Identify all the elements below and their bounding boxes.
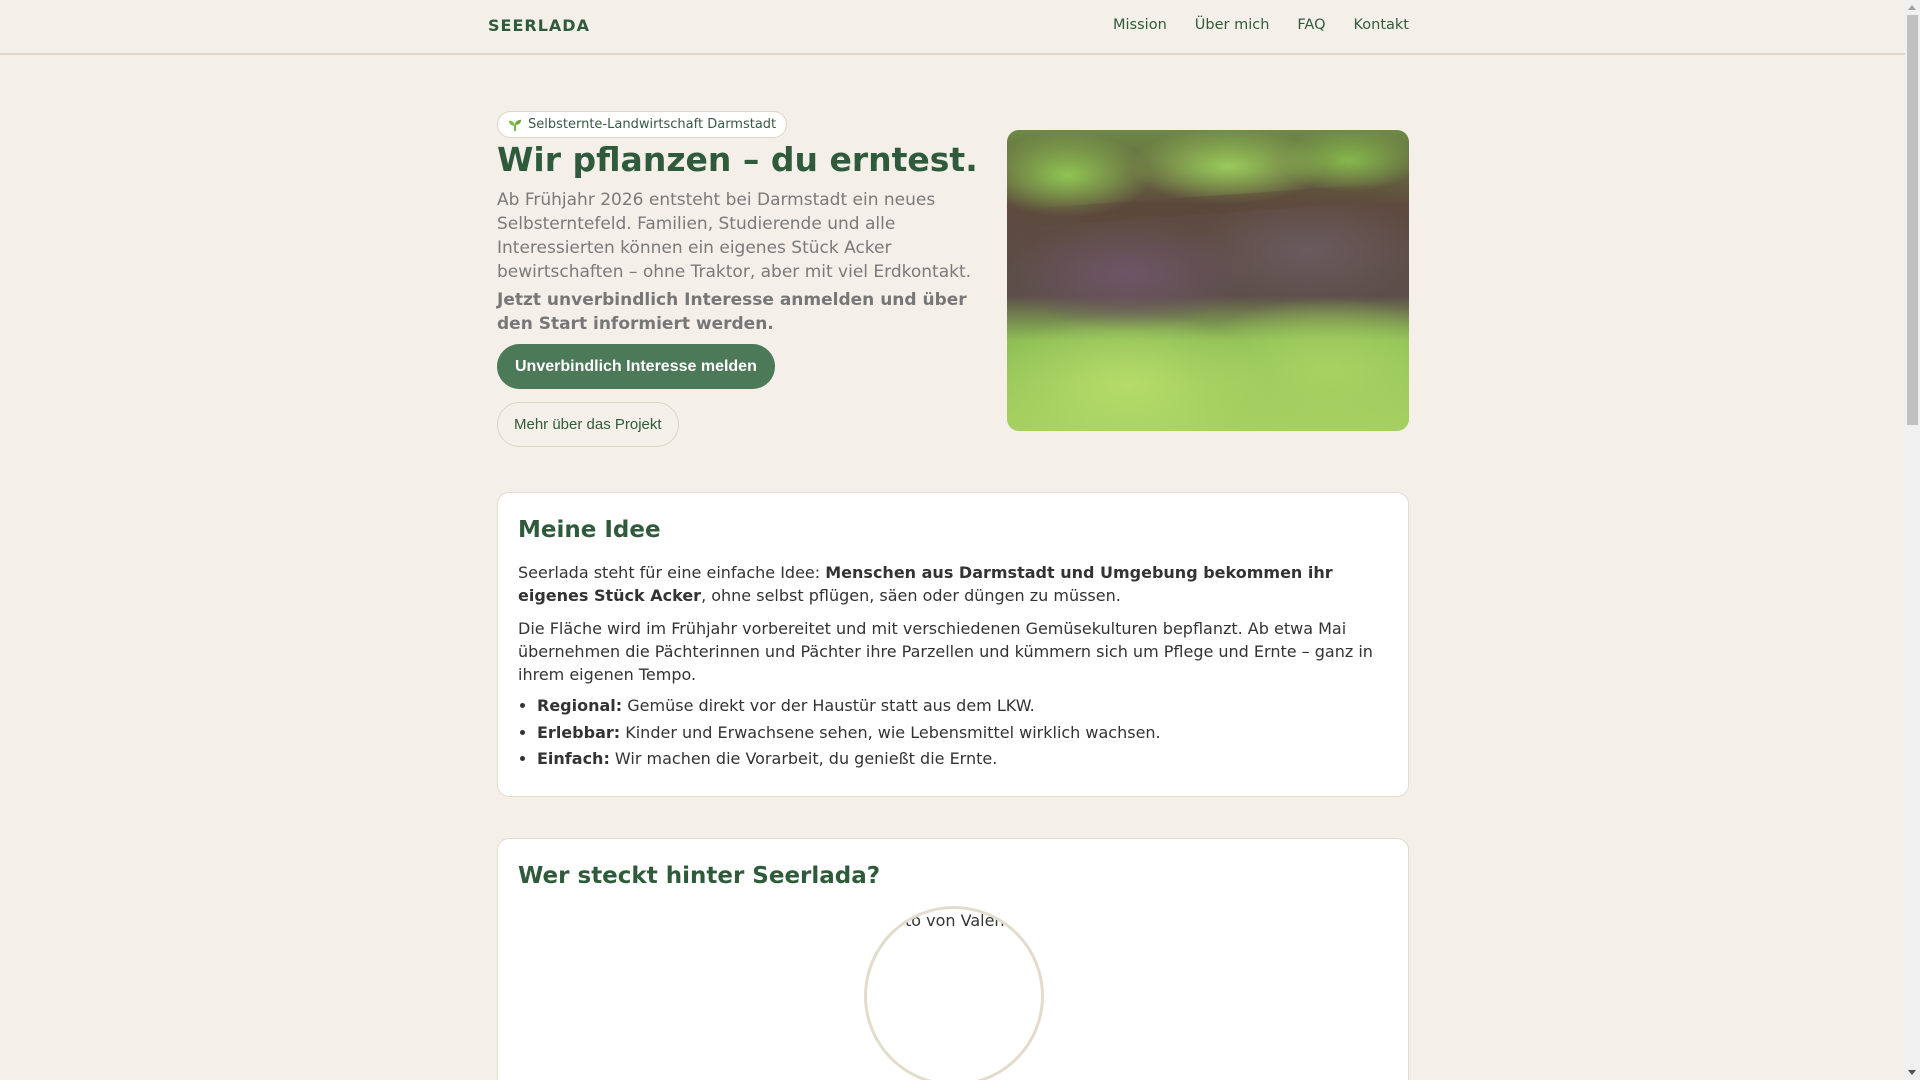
page-scrollbar[interactable]: [1905, 0, 1920, 1080]
nav-link-ueber-mich[interactable]: Über mich: [1194, 17, 1270, 33]
main-nav: [1113, 17, 1409, 33]
idea-heading: Meine Idee: [518, 517, 661, 543]
nav-link-kontakt[interactable]: Kontakt: [1353, 17, 1409, 33]
list-item: [537, 747, 1388, 770]
benefit-text: Gemüse direkt vor der Haustür statt aus dem LKW.: [622, 696, 1035, 715]
idea-card: [497, 492, 1409, 797]
hero-badge: [497, 111, 787, 138]
avatar: [864, 906, 1044, 1080]
who-heading: Wer steckt hinter Seerlada?: [518, 863, 881, 889]
scroll-down-arrow-icon[interactable]: [1908, 1070, 1916, 1075]
benefit-term: Erlebbar:: [537, 722, 621, 742]
more-about-project-button[interactable]: Mehr über das Projekt: [497, 402, 679, 447]
sprout-icon: [508, 118, 522, 132]
hero-description: Ab Frühjahr 2026 entsteht bei Darmstadt ein neues Selbsterntefeld. Familien, Studierende und alle Interessierten können ein eigenes Stück Acker bewirtschaften – ohne Traktor, aber mit viel Erdkontakt.: [497, 190, 972, 282]
nav-link-faq[interactable]: FAQ: [1297, 17, 1326, 33]
idea-paragraph-2: Die Fläche wird im Frühjahr vorbereitet und mit verschiedenen Gemüsekulturen bepflanzt. Ab etwa Mai übernehmen die Pächterinnen und Pächter ihre Parzellen und kümmern sich um Pflege und Ernte – ganz in ihrem eigenen Tempo.: [518, 619, 1373, 684]
benefit-text: Kinder und Erwachsene sehen, wie Lebensmittel wirklich wachsen.: [620, 722, 1161, 742]
idea-paragraph-1: [518, 561, 1388, 607]
scrollbar-thumb[interactable]: [1907, 15, 1918, 425]
hero-title: Wir pflanzen – du erntest.: [497, 140, 978, 179]
idea-p1-text-end: , ohne selbst pflügen, säen oder düngen zu müssen.: [701, 586, 1121, 605]
who-card: [497, 838, 1409, 1080]
brand-logo[interactable]: SEERLADA: [488, 16, 590, 35]
benefit-term: Regional:: [537, 696, 623, 715]
avatar-alt-text: Foto von Valentin: [886, 911, 1026, 930]
list-item: [537, 721, 1388, 744]
hero-section: [497, 111, 987, 447]
nav-link-mission[interactable]: Mission: [1113, 17, 1167, 33]
scroll-up-arrow-icon[interactable]: [1908, 5, 1916, 10]
hero-image-detail: [1007, 182, 1409, 228]
site-header: [0, 0, 1905, 55]
idea-benefits-list: [518, 694, 1388, 770]
register-interest-button[interactable]: Unverbindlich Interesse melden: [497, 344, 775, 389]
idea-p1-emphasis: Menschen aus Darmstadt und Umgebung bekommen ihr eigenes Stück Acker: [518, 563, 1333, 605]
list-item: [537, 694, 1388, 717]
idea-p1-text: Seerlada steht für eine einfache Idee:: [518, 563, 826, 582]
hero-badge-label: Selbsternte-Landwirtschaft Darmstadt: [528, 117, 777, 132]
benefit-term: Einfach:: [537, 749, 610, 768]
hero-cta-text: Jetzt unverbindlich Interesse anmelden und über den Start informiert werden.: [497, 290, 967, 334]
benefit-text: Wir machen die Vorarbeit, du genießt die Ernte.: [609, 749, 998, 768]
hero-image-lettuce-field: [1007, 130, 1409, 431]
